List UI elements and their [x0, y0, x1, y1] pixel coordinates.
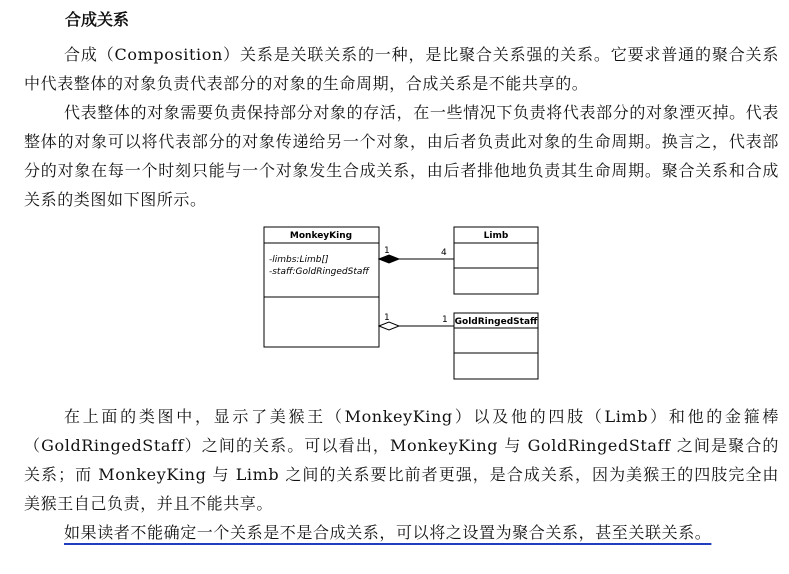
class-name-goldringedstaff: GoldRingedStaff [454, 317, 538, 327]
paragraph-composition-definition: 合成（Composition）关系是关联关系的一种，是比聚合关系强的关系。它要求普通的聚合关系中代表整体的对象负责代表部分的对象的生命周期，合成关系是不能共享的。 [24, 45, 779, 93]
attribute-limbs: -limbs:Limb[] [269, 255, 329, 265]
hollow-diamond-icon [379, 322, 399, 330]
paragraph-advice [24, 518, 779, 547]
uml-class-diagram [258, 222, 548, 382]
class-name-limb: Limb [483, 231, 509, 241]
paragraph-whole-part-lifecycle: 代表整体的对象需要负责保持部分对象的存活，在一些情况下负责将代表部分的对象湮灭掉。代表整体的对象可以将代表部分的对象传递给另一个对象，由后者负责此对象的生命周期。换言之，代表部分的对象在每一个时刻只能与一个对象发生合成关系，由后者排他地负责其生命周期。聚合关系和合成关系的类图如下图所示。 [24, 103, 779, 209]
filled-diamond-icon [379, 255, 399, 263]
section-heading: 合成关系 [65, 10, 130, 29]
composition-relation [379, 246, 454, 263]
composition-source-multiplicity: 1 [384, 246, 390, 256]
class-goldringedstaff [454, 313, 538, 379]
advice-text: 如果读者不能确定一个关系是不是合成关系，可以将之设置为聚合关系，甚至关联关系。 [64, 523, 712, 542]
class-limb [454, 227, 538, 294]
composition-target-multiplicity: 4 [441, 248, 447, 258]
aggregation-relation [379, 313, 454, 330]
aggregation-source-multiplicity: 1 [384, 313, 390, 323]
class-monkeyking [264, 227, 379, 347]
paragraph-diagram-explanation: 在上面的类图中，显示了美猴王（MonkeyKing）以及他的四肢（Limb）和他的金箍棒（GoldRingedStaff）之间的关系。可以看出，MonkeyKing 与 GoldRingedStaff 之间是聚合的关系；而 MonkeyKing 与 Limb 之间的关系要比前者更强，是合成关系，因为美猴王的四肢完全由美猴王自己负责，并且不能共享。 [24, 407, 779, 513]
class-name-monkeyking: MonkeyKing [289, 231, 353, 241]
aggregation-target-multiplicity: 1 [442, 315, 448, 325]
attribute-staff: -staff:GoldRingedStaff [269, 267, 369, 277]
